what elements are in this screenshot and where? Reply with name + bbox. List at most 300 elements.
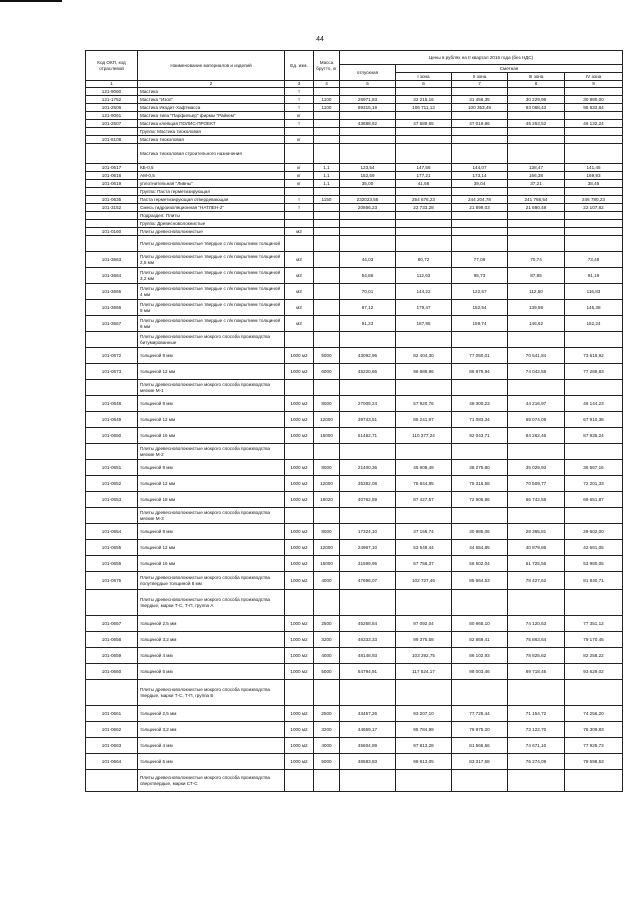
empty-cell — [340, 770, 396, 792]
cell-zone-3-price: 146,62 — [508, 316, 565, 332]
empty-cell — [508, 144, 565, 164]
cell-code: 101-0661 — [86, 706, 138, 722]
empty-cell — [285, 236, 314, 252]
cell-code: 101-0675 — [86, 572, 138, 590]
table-row — [86, 632, 623, 648]
cell-zone-3-price — [508, 88, 565, 96]
cell-zone-4-price: 77 351,12 — [565, 616, 623, 632]
empty-cell — [314, 332, 340, 348]
cell-code: 101-0660 — [86, 664, 138, 680]
cell-code — [86, 144, 138, 164]
cell-zone-2-price: 31 456,35 — [452, 96, 508, 104]
empty-cell — [508, 332, 565, 348]
cell-zone-2-price: 47 019,96 — [452, 120, 508, 128]
cell-zone-1-price: 95 784,99 — [396, 722, 452, 738]
cell-release-price: 21400,36 — [340, 460, 396, 476]
header-unit: Ед. изм. — [285, 51, 314, 81]
cell-unit: 1000 м2 — [285, 632, 314, 648]
cell-zone-4-price: 152,24 — [565, 316, 623, 332]
empty-cell — [452, 220, 508, 228]
cell-name: толщиной 3,2 мм — [138, 722, 285, 738]
cell-zone-1-price: 144,22 — [396, 284, 452, 300]
cell-mass: 8000 — [314, 524, 340, 540]
header-code: Код ОКП, код отраслевой — [86, 51, 138, 81]
cell-release-price: 70,01 — [340, 284, 396, 300]
table-row — [86, 284, 623, 300]
cell-zone-3-price: 76 274,09 — [508, 754, 565, 770]
cell-release-price — [340, 88, 396, 96]
column-number: 5 — [340, 81, 396, 88]
empty-cell — [452, 236, 508, 252]
table-row — [86, 316, 623, 332]
cell-zone-2-price: 44 654,85 — [452, 540, 508, 556]
table-header — [86, 51, 623, 88]
cell-code: 101-0651 — [86, 460, 138, 476]
cell-unit: т — [285, 88, 314, 96]
table-row — [86, 204, 623, 212]
empty-cell — [340, 144, 396, 164]
cell-zone-1-price: 82 404,30 — [396, 348, 452, 364]
header-name: Наименование материалов и изделий — [138, 51, 285, 81]
cell-zone-2-price: 122,57 — [452, 284, 508, 300]
cell-name: Плиты древесноволокнистые твердые с л/к покрытием толщиной 6 мм — [138, 316, 285, 332]
cell-zone-1-price: 96 889,96 — [396, 364, 452, 380]
cell-zone-2-price: 79 875,20 — [452, 722, 508, 738]
cell-zone-3-price: 87,85 — [508, 268, 565, 284]
table-row — [86, 348, 623, 364]
cell-zone-2-price — [452, 228, 508, 236]
cell-unit: 1000 м2 — [285, 348, 314, 364]
cell-zone-4-price: 77 289,83 — [565, 364, 623, 380]
cell-name: толщиной 5 мм — [138, 664, 285, 680]
cell-zone-3-price: 28 365,81 — [508, 524, 565, 540]
cell-zone-2-price: 75 316,58 — [452, 476, 508, 492]
cell-name: Группа: Древесноволокнистые — [138, 220, 285, 228]
cell-release-price: 45604,89 — [340, 738, 396, 754]
cell-zone-4-price: 95 833,84 — [565, 104, 623, 112]
cell-zone-1-price — [396, 112, 452, 120]
cell-name: толщиной 3,2 мм — [138, 632, 285, 648]
cell-code: 101-0619 — [86, 180, 138, 188]
cell-zone-1-price: 75 844,85 — [396, 476, 452, 492]
cell-unit: 1000 м2 — [285, 428, 314, 444]
cell-code: 101-0635 — [86, 196, 138, 204]
cell-zone-2-price: 39,04 — [452, 180, 508, 188]
cell-name: толщиной 5 мм — [138, 754, 285, 770]
cell-zone-3-price: 73 122,70 — [508, 722, 565, 738]
cell-name: толщиной 12 мм — [138, 364, 285, 380]
cell-code: 101-0650 — [86, 428, 138, 444]
cell-name: Мастика тиоколовая строительного назначения — [138, 144, 285, 164]
table-row — [86, 460, 623, 476]
empty-cell — [340, 220, 396, 228]
table-row — [86, 252, 623, 268]
cell-code: 101-3152 — [86, 204, 138, 212]
cell-zone-2-price: 38 275,80 — [452, 460, 508, 476]
cell-name: толщиной 4 мм — [138, 738, 285, 754]
empty-cell — [340, 380, 396, 396]
top-rule — [0, 0, 62, 2]
cell-mass — [314, 88, 340, 96]
empty-cell — [285, 590, 314, 616]
empty-cell — [565, 444, 623, 460]
empty-cell — [285, 332, 314, 348]
cell-mass — [314, 204, 340, 212]
cell-zone-3-price: 71 154,72 — [508, 706, 565, 722]
cell-zone-3-price: 44 216,97 — [508, 396, 565, 412]
empty-cell — [565, 144, 623, 164]
cell-release-price: 45220,86 — [340, 364, 396, 380]
cell-mass — [314, 120, 340, 128]
column-number: 6 — [396, 81, 452, 88]
empty-cell — [314, 236, 340, 252]
cell-name: Подраздел: Плиты — [138, 212, 285, 220]
cell-name: толщиной 2,5 мм — [138, 616, 285, 632]
cell-zone-1-price: 254 676,23 — [396, 196, 452, 204]
cell-unit: 1000 м2 — [285, 460, 314, 476]
cell-zone-4-price: 74 256,20 — [565, 706, 623, 722]
cell-name: Мастика — [138, 88, 285, 96]
cell-release-price: 54794,91 — [340, 664, 396, 680]
cell-code: 101-0662 — [86, 722, 138, 738]
cell-release-price: 123,54 — [340, 164, 396, 172]
empty-cell — [285, 508, 314, 524]
empty-cell — [396, 144, 452, 164]
cell-zone-2-price: 98 003,46 — [452, 664, 508, 680]
group-row — [86, 332, 623, 348]
empty-cell — [396, 220, 452, 228]
cell-release-price: 46583,83 — [340, 754, 396, 770]
empty-cell — [396, 128, 452, 136]
cell-zone-3-price: 37,21 — [508, 180, 565, 188]
empty-cell — [314, 220, 340, 228]
cell-zone-3-price: 166,38 — [508, 172, 565, 180]
cell-name: Мастика "Изол" — [138, 96, 285, 104]
empty-cell — [508, 380, 565, 396]
cell-code: 101-3665 — [86, 284, 138, 300]
cell-release-price: 47696,07 — [340, 572, 396, 590]
cell-mass — [314, 112, 340, 120]
empty-cell — [452, 444, 508, 460]
group-row — [86, 590, 623, 616]
cell-zone-4-price — [565, 88, 623, 96]
column-number: 1 — [86, 81, 138, 88]
cell-mass: 1,1 — [314, 180, 340, 188]
cell-code: 101-3666 — [86, 300, 138, 316]
cell-release-price: 44,03 — [340, 252, 396, 268]
empty-cell — [565, 508, 623, 524]
cell-code: 101-0659 — [86, 648, 138, 664]
cell-code: 101-0672 — [86, 348, 138, 364]
cell-zone-2-price: 152,54 — [452, 300, 508, 316]
cell-code: 101-0653 — [86, 492, 138, 508]
column-number: 7 — [452, 81, 508, 88]
empty-cell — [314, 128, 340, 136]
cell-code — [86, 680, 138, 706]
cell-zone-3-price: 51 725,56 — [508, 556, 565, 572]
cell-mass: 5000 — [314, 348, 340, 364]
cell-zone-3-price: 30 229,98 — [508, 96, 565, 104]
cell-mass: 4000 — [314, 738, 340, 754]
cell-unit: 1000 м2 — [285, 396, 314, 412]
cell-code — [86, 590, 138, 616]
header-zone-2: II зона — [452, 73, 508, 81]
cell-unit: 1000 м2 — [285, 664, 314, 680]
cell-code: 101-0656 — [86, 556, 138, 572]
cell-zone-4-price: 30 880,00 — [565, 96, 623, 104]
table-row — [86, 492, 623, 508]
cell-release-price: 48148,93 — [340, 648, 396, 664]
header-delivered-price: Сметная — [396, 65, 623, 73]
table-row — [86, 364, 623, 380]
cell-unit: 1000 м2 — [285, 524, 314, 540]
cell-code — [86, 444, 138, 460]
cell-name: Плиты древесноволокнистые мокрого способа производства сверхтвердые, марки СТ-С — [138, 770, 285, 792]
cell-zone-1-price: 147,56 — [396, 164, 452, 172]
cell-zone-4-price: 38,45 — [565, 180, 623, 188]
cell-mass: 12000 — [314, 412, 340, 428]
cell-release-price — [340, 112, 396, 120]
empty-cell — [396, 212, 452, 220]
cell-unit: м2 — [285, 228, 314, 236]
cell-zone-1-price — [396, 88, 452, 96]
cell-name: Мастика клеящая ПОЛИС-ПРОЕКТ — [138, 120, 285, 128]
cell-zone-1-price: 187,95 — [396, 316, 452, 332]
cell-name: Плиты древесноволокнистые мокрого способа производства мягкие М-2 — [138, 444, 285, 460]
cell-zone-3-price: 45 253,52 — [508, 120, 565, 128]
cell-zone-3-price: 78 427,62 — [508, 572, 565, 590]
empty-cell — [340, 236, 396, 252]
cell-name: Плиты древесноволокнистые мокрого способа производства битумированные — [138, 332, 285, 348]
empty-cell — [565, 680, 623, 706]
cell-release-price: 17324,10 — [340, 524, 396, 540]
cell-unit: кг — [285, 180, 314, 188]
empty-cell — [565, 236, 623, 252]
cell-code: 101-3663 — [86, 252, 138, 268]
group-row — [86, 128, 623, 136]
cell-unit: 1000 м2 — [285, 476, 314, 492]
table-row — [86, 88, 623, 96]
cell-zone-1-price — [396, 136, 452, 144]
cell-zone-4-price — [565, 228, 623, 236]
cell-code — [86, 128, 138, 136]
cell-zone-2-price: 77,09 — [452, 252, 508, 268]
table-row — [86, 572, 623, 590]
cell-name: Плиты древесноволокнистые — [138, 228, 285, 236]
cell-code: 101-0664 — [86, 754, 138, 770]
cell-unit: т — [285, 96, 314, 104]
cell-name: толщиной 16 мм — [138, 428, 285, 444]
cell-code: 101-0649 — [86, 412, 138, 428]
cell-mass: 6000 — [314, 364, 340, 380]
cell-mass — [314, 316, 340, 332]
cell-code — [86, 770, 138, 792]
group-row — [86, 380, 623, 396]
cell-mass: 5000 — [314, 754, 340, 770]
cell-zone-3-price: 84 262,46 — [508, 428, 565, 444]
empty-cell — [285, 188, 314, 196]
cell-zone-3-price: 74 671,10 — [508, 738, 565, 754]
empty-cell — [565, 590, 623, 616]
cell-zone-2-price: 48 300,23 — [452, 396, 508, 412]
cell-zone-1-price: 87 427,57 — [396, 492, 452, 508]
group-row — [86, 220, 623, 228]
column-number: 3 — [285, 81, 314, 88]
cell-zone-3-price — [508, 112, 565, 120]
cell-code: 101-0673 — [86, 364, 138, 380]
cell-unit: т — [285, 196, 314, 204]
cell-code: 121-9061 — [86, 112, 138, 120]
cell-zone-2-price: 81 566,56 — [452, 738, 508, 754]
empty-cell — [285, 128, 314, 136]
header-mass: Масса брутто, кг — [314, 51, 340, 81]
cell-code: 101-8108 — [86, 136, 138, 144]
cell-code — [86, 220, 138, 228]
table-row — [86, 706, 623, 722]
table-row — [86, 196, 623, 204]
cell-mass: 16000 — [314, 556, 340, 572]
table-row — [86, 738, 623, 754]
cell-zone-4-price: 73 616,92 — [565, 348, 623, 364]
cell-zone-4-price: 81 840,71 — [565, 572, 623, 590]
column-number: 4 — [314, 81, 340, 88]
empty-cell — [396, 188, 452, 196]
table-body — [86, 88, 623, 792]
cell-zone-3-price: 89 718,45 — [508, 664, 565, 680]
cell-zone-2-price: 159,74 — [452, 316, 508, 332]
cell-name: толщиной 12 мм — [138, 412, 285, 428]
empty-cell — [565, 220, 623, 228]
cell-zone-3-price: 93 068,43 — [508, 104, 565, 112]
cell-zone-3-price: 241 768,54 — [508, 196, 565, 204]
cell-unit: м2 — [285, 252, 314, 268]
cell-zone-2-price: 77 725,44 — [452, 706, 508, 722]
table-row — [86, 268, 623, 284]
column-number: 8 — [508, 81, 565, 88]
column-number: 9 — [565, 81, 623, 88]
cell-zone-1-price: 103 292,75 — [396, 648, 452, 664]
cell-zone-1-price: 41,66 — [396, 180, 452, 188]
cell-unit: м2 — [285, 284, 314, 300]
cell-release-price: 51482,71 — [340, 428, 396, 444]
cell-zone-3-price: 78 825,62 — [508, 648, 565, 664]
empty-cell — [508, 128, 565, 136]
cell-release-price: 31599,95 — [340, 556, 396, 572]
empty-cell — [396, 332, 452, 348]
cell-zone-1-price: 97 813,28 — [396, 738, 452, 754]
cell-release-price: 43092,96 — [340, 348, 396, 364]
cell-zone-4-price: 77 925,73 — [565, 738, 623, 754]
empty-cell — [314, 380, 340, 396]
empty-cell — [285, 680, 314, 706]
cell-release-price: 232023,55 — [340, 196, 396, 204]
cell-zone-2-price: 144,07 — [452, 164, 508, 172]
cell-unit: т — [285, 204, 314, 212]
cell-zone-2-price: 173,14 — [452, 172, 508, 180]
empty-cell — [452, 380, 508, 396]
cell-release-price: 54,86 — [340, 268, 396, 284]
cell-zone-2-price: 56 502,04 — [452, 556, 508, 572]
cell-code: 121-1752 — [86, 96, 138, 104]
cell-zone-3-price: 112,50 — [508, 284, 565, 300]
cell-release-price: 20866,23 — [340, 204, 396, 212]
cell-mass: 16000 — [314, 428, 340, 444]
cell-name: уплотнительная "Ливны" — [138, 180, 285, 188]
cell-mass: 18020 — [314, 492, 340, 508]
cell-unit: 1000 м2 — [285, 492, 314, 508]
cell-mass: 8000 — [314, 396, 340, 412]
cell-zone-1-price: 99 375,58 — [396, 632, 452, 648]
empty-cell — [340, 444, 396, 460]
cell-zone-4-price: 42 661,05 — [565, 540, 623, 556]
cell-release-price: 43688,62 — [340, 120, 396, 128]
cell-zone-1-price: 102 727,46 — [396, 572, 452, 590]
cell-zone-4-price: 145,38 — [565, 300, 623, 316]
cell-zone-1-price: 112,63 — [396, 268, 452, 284]
table-row — [86, 164, 623, 172]
empty-cell — [340, 128, 396, 136]
cell-zone-4-price — [565, 112, 623, 120]
cell-zone-1-price: 179,47 — [396, 300, 452, 316]
cell-zone-2-price: 244 204,78 — [452, 196, 508, 204]
empty-cell — [508, 444, 565, 460]
empty-cell — [314, 188, 340, 196]
table-row — [86, 300, 623, 316]
empty-cell — [340, 508, 396, 524]
cell-zone-2-price: 21 899,03 — [452, 204, 508, 212]
cell-name: Плиты древесноволокнистые мокрого способа производства полутвердые толщиной 8 мм — [138, 572, 285, 590]
table-row — [86, 722, 623, 738]
cell-unit: 1000 м2 — [285, 616, 314, 632]
empty-cell — [508, 212, 565, 220]
cell-zone-2-price — [452, 112, 508, 120]
cell-zone-2-price: 85 664,53 — [452, 572, 508, 590]
cell-mass: 2500 — [314, 706, 340, 722]
cell-unit: 1000 м2 — [285, 572, 314, 590]
group-row — [86, 508, 623, 524]
cell-zone-2-price — [452, 136, 508, 144]
table-row — [86, 412, 623, 428]
cell-code: 101-0160 — [86, 228, 138, 236]
cell-zone-1-price: 85 241,97 — [396, 412, 452, 428]
empty-cell — [452, 590, 508, 616]
empty-cell — [508, 770, 565, 792]
cell-code: 101-0648 — [86, 396, 138, 412]
cell-zone-4-price: 116,83 — [565, 284, 623, 300]
empty-cell — [565, 212, 623, 220]
empty-cell — [508, 680, 565, 706]
cell-zone-3-price: 70,74 — [508, 252, 565, 268]
cell-name: Группа: Мастика тиоколовая — [138, 128, 285, 136]
cell-name: Паста герметизирующая отвердевающая — [138, 196, 285, 204]
cell-code: 101-0618 — [86, 172, 138, 180]
cell-name: КБ-0,5 — [138, 164, 285, 172]
cell-release-price: 24967,10 — [340, 540, 396, 556]
table-row — [86, 428, 623, 444]
cell-zone-4-price: 246 780,23 — [565, 196, 623, 204]
cell-zone-4-price: 46 132,24 — [565, 120, 623, 128]
cell-zone-4-price: 69 651,87 — [565, 492, 623, 508]
group-row — [86, 212, 623, 220]
cell-zone-3-price: 70 541,84 — [508, 348, 565, 364]
table-row — [86, 120, 623, 128]
cell-release-price: 89315,19 — [340, 104, 396, 112]
cell-name: Плиты древесноволокнистые мокрого способа производства мягкие М-3 — [138, 508, 285, 524]
cell-zone-4-price: 53 980,05 — [565, 556, 623, 572]
cell-zone-4-price: 29 602,00 — [565, 524, 623, 540]
cell-code: 101-3664 — [86, 268, 138, 284]
cell-code: 101-0663 — [86, 738, 138, 754]
